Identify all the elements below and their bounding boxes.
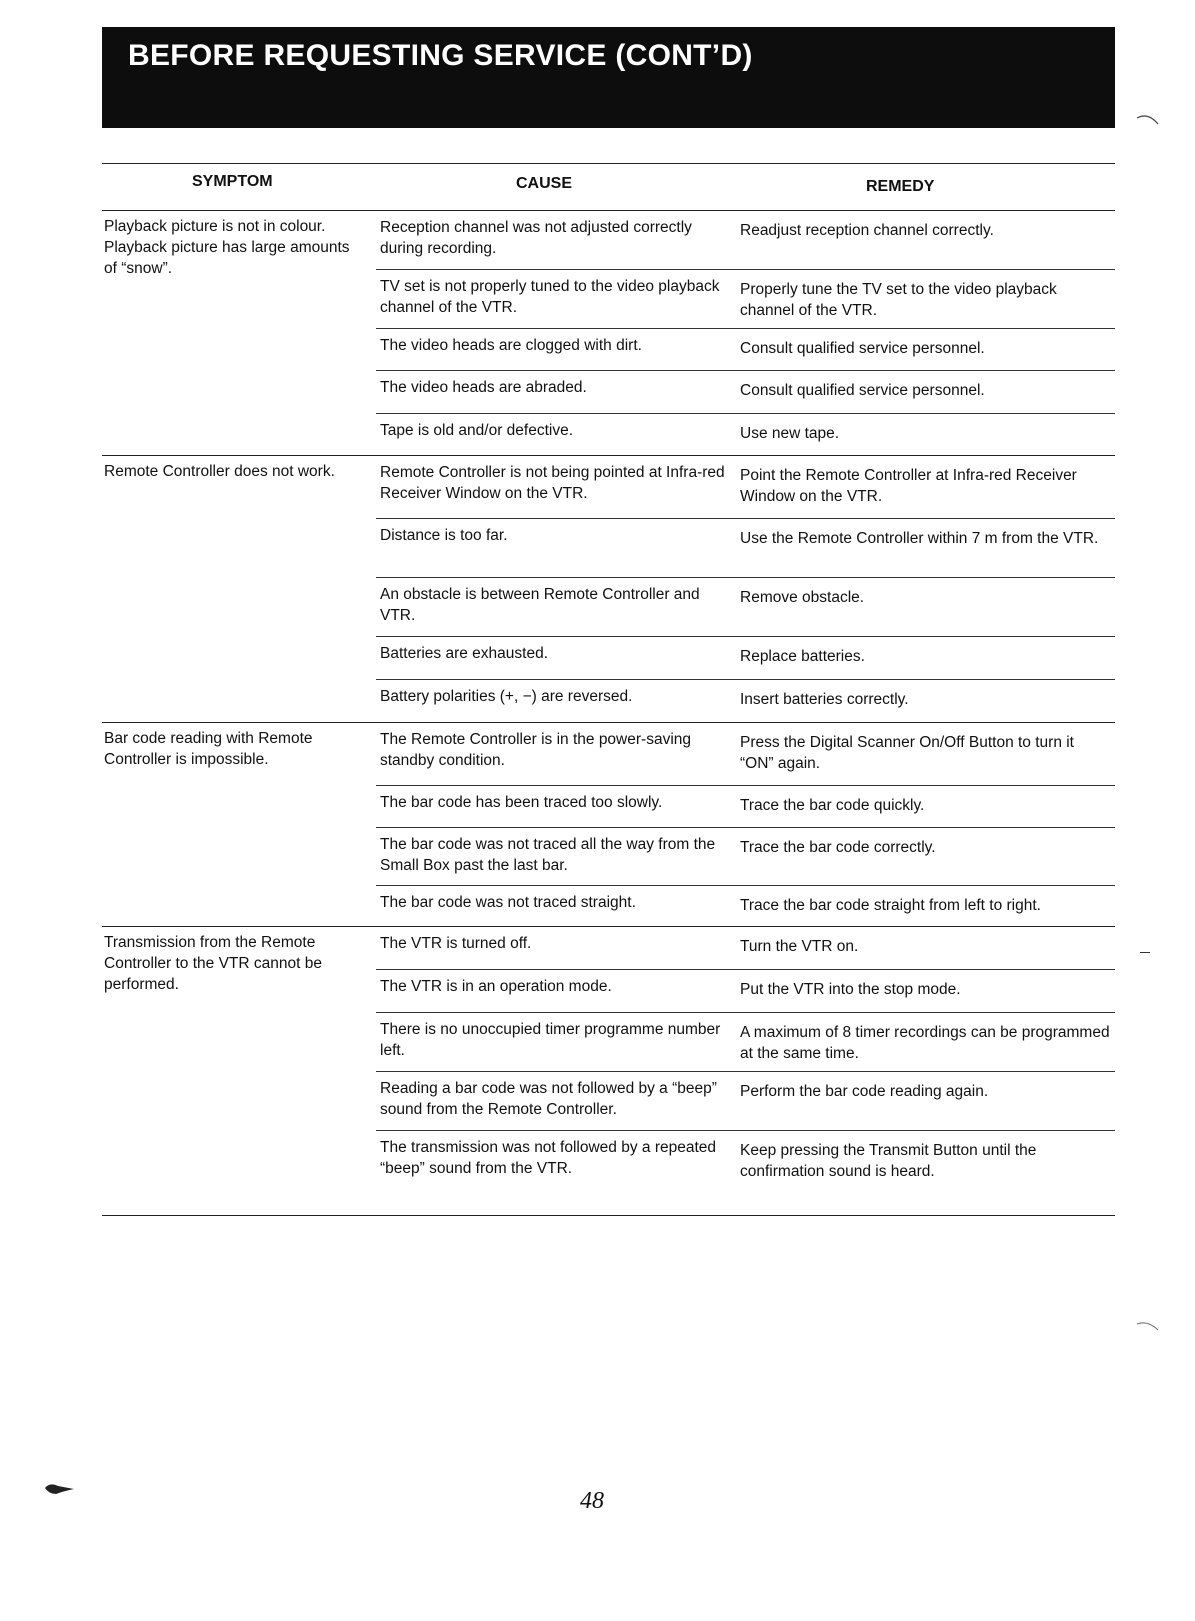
remedy-text: Trace the bar code quickly. xyxy=(740,797,925,814)
column-header-cause: CAUSE xyxy=(516,175,573,192)
cause-text: The bar code was not traced straight. xyxy=(380,894,636,911)
row-rule xyxy=(376,1012,1115,1013)
remedy-text: Point the Remote Controller at Infra-red Receiver Window on the VTR. xyxy=(740,467,1077,505)
cause-text: The bar code was not traced all the way from the Small Box past the last bar. xyxy=(380,836,716,874)
row-rule xyxy=(376,370,1115,371)
remedy-text: Turn the VTR on. xyxy=(740,938,859,955)
row-rule xyxy=(376,577,1115,578)
remedy-text: Properly tune the TV set to the video playback channel of the VTR. xyxy=(740,281,1057,319)
remedy-text: Readjust reception channel correctly. xyxy=(740,222,994,239)
group-rule xyxy=(102,210,1115,211)
scan-mark-icon xyxy=(1136,112,1160,126)
symptom-text: Playback picture is not in colour. Playback picture has large amounts of “snow”. xyxy=(104,218,350,277)
table-bottom-rule xyxy=(102,1215,1115,1216)
symptom-text: Remote Controller does not work. xyxy=(104,463,335,480)
remedy-text: Perform the bar code reading again. xyxy=(740,1083,989,1100)
symptom-text: Bar code reading with Remote Controller is impossible. xyxy=(104,730,313,768)
row-rule xyxy=(376,969,1115,970)
remedy-text: Press the Digital Scanner On/Off Button to turn it “ON” again. xyxy=(740,734,1074,772)
page-number: 48 xyxy=(580,1488,604,1514)
remedy-text: Use the Remote Controller within 7 m from the VTR. xyxy=(740,530,1099,547)
cause-text: Remote Controller is not being pointed at Infra-red Receiver Window on the VTR. xyxy=(380,464,725,502)
cause-text: There is no unoccupied timer programme number left. xyxy=(380,1021,721,1059)
group-rule xyxy=(102,455,1115,456)
remedy-text: A maximum of 8 timer recordings can be programmed at the same time. xyxy=(740,1024,1110,1062)
cause-text: Reading a bar code was not followed by a “beep” sound from the Remote Controller. xyxy=(380,1080,717,1118)
row-rule xyxy=(376,885,1115,886)
row-rule xyxy=(376,269,1115,270)
remedy-text: Replace batteries. xyxy=(740,648,865,665)
row-rule xyxy=(376,827,1115,828)
row-rule xyxy=(376,518,1115,519)
row-rule xyxy=(376,679,1115,680)
remedy-text: Remove obstacle. xyxy=(740,589,865,606)
remedy-text: Trace the bar code straight from left to right. xyxy=(740,897,1041,914)
row-rule xyxy=(376,636,1115,637)
header-bar xyxy=(102,27,1115,128)
cause-text: The Remote Controller is in the power-saving standby condition. xyxy=(380,731,691,769)
cause-text: The VTR is turned off. xyxy=(380,935,532,952)
remedy-text: Trace the bar code correctly. xyxy=(740,839,936,856)
row-rule xyxy=(376,1071,1115,1072)
row-rule xyxy=(376,785,1115,786)
cause-text: The transmission was not followed by a repeated “beep” sound from the VTR. xyxy=(380,1139,717,1177)
remedy-text: Insert batteries correctly. xyxy=(740,691,909,708)
row-rule xyxy=(376,413,1115,414)
cause-text: The video heads are clogged with dirt. xyxy=(380,337,642,354)
cause-text: Battery polarities (+, −) are reversed. xyxy=(380,688,633,705)
remedy-text: Put the VTR into the stop mode. xyxy=(740,981,961,998)
cause-text: The VTR is in an operation mode. xyxy=(380,978,612,995)
cause-text: Batteries are exhausted. xyxy=(380,645,549,662)
remedy-text: Consult qualified service personnel. xyxy=(740,340,985,357)
cause-text: The bar code has been traced too slowly. xyxy=(380,794,663,811)
scan-blot-icon xyxy=(44,1480,78,1496)
group-rule xyxy=(102,722,1115,723)
remedy-text: Consult qualified service personnel. xyxy=(740,382,985,399)
cause-text: Tape is old and/or defective. xyxy=(380,422,574,439)
remedy-text: Keep pressing the Transmit Button until the confirmation sound is heard. xyxy=(740,1142,1037,1180)
scan-dash xyxy=(1140,952,1150,953)
cause-text: The video heads are abraded. xyxy=(380,379,587,396)
scan-mark-icon xyxy=(1136,1318,1160,1332)
table-top-rule xyxy=(102,163,1115,164)
row-rule xyxy=(376,1130,1115,1131)
symptom-text: Transmission from the Remote Controller to the VTR cannot be performed. xyxy=(104,934,322,993)
column-header-symptom: SYMPTOM xyxy=(192,173,273,190)
page-title: BEFORE REQUESTING SERVICE (CONT’D) xyxy=(128,39,753,72)
cause-text: Distance is too far. xyxy=(380,527,508,544)
cause-text: Reception channel was not adjusted correctly during recording. xyxy=(380,219,692,257)
cause-text: TV set is not properly tuned to the video playback channel of the VTR. xyxy=(380,278,720,316)
group-rule xyxy=(102,926,1115,927)
column-header-remedy: REMEDY xyxy=(866,178,935,195)
remedy-text: Use new tape. xyxy=(740,425,840,442)
cause-text: An obstacle is between Remote Controller and VTR. xyxy=(380,586,700,624)
row-rule xyxy=(376,328,1115,329)
